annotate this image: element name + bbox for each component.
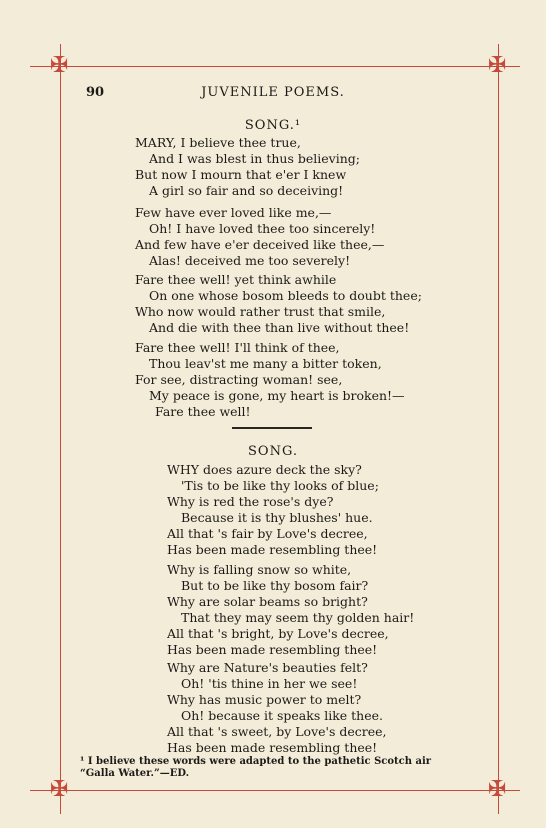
stanza bbox=[167, 562, 414, 658]
verse-line: Who now would rather trust that smile, bbox=[135, 304, 386, 319]
verse-line: On one whose bosom bleeds to doubt thee; bbox=[149, 288, 422, 303]
verse-line: Few have ever loved like me,— bbox=[135, 205, 332, 220]
verse-line: Fare thee well! bbox=[155, 404, 251, 419]
verse-line: Why has music power to melt? bbox=[167, 692, 362, 707]
verse-line: WHY does azure deck the sky? bbox=[167, 462, 362, 477]
verse-line: Oh! because it speaks like thee. bbox=[181, 708, 383, 723]
verse-line: Alas! deceived me too severely! bbox=[149, 253, 351, 268]
border-top-rule bbox=[30, 66, 520, 67]
verse-line: All that 's fair by Love's decree, bbox=[167, 526, 368, 541]
footnote bbox=[80, 756, 431, 780]
stanza bbox=[167, 660, 387, 756]
corner-ornament-icon: ✠ bbox=[50, 53, 69, 78]
verse-line: For see, distracting woman! see, bbox=[135, 372, 343, 387]
stanza bbox=[135, 135, 360, 199]
song-title: SONG.¹ bbox=[244, 118, 302, 133]
footnote-line: ¹ I believe these words were adapted to the pathetic Scotch air bbox=[80, 756, 432, 767]
corner-ornament-icon: ✠ bbox=[488, 777, 507, 802]
verse-line: That they may seem thy golden hair! bbox=[181, 610, 415, 625]
verse-line: MARY, I believe thee true, bbox=[135, 135, 301, 150]
verse-line: Oh! I have loved thee too sincerely! bbox=[149, 221, 376, 236]
corner-ornament-icon: ✠ bbox=[50, 777, 69, 802]
corner-ornament-icon: ✠ bbox=[488, 53, 507, 78]
verse-line: Thou leav'st me many a bitter token, bbox=[149, 356, 382, 371]
verse-line: Why is red the rose's dye? bbox=[167, 494, 334, 509]
running-title: JUVENILE POEMS. bbox=[201, 85, 345, 100]
verse-line: And I was blest in thus believing; bbox=[149, 151, 360, 166]
section-divider bbox=[232, 427, 312, 429]
verse-line: Why are Nature's beauties felt? bbox=[167, 660, 368, 675]
verse-line: Because it is thy blushes' hue. bbox=[181, 510, 373, 525]
verse-line: All that 's sweet, by Love's decree, bbox=[167, 724, 387, 739]
stanza bbox=[167, 462, 379, 558]
verse-line: Has been made resembling thee! bbox=[167, 740, 378, 755]
verse-line: 'Tis to be like thy looks of blue; bbox=[181, 478, 379, 493]
border-bottom-rule bbox=[30, 790, 520, 791]
verse-line: And die with thee than live without thee! bbox=[149, 320, 410, 335]
verse-line: My peace is gone, my heart is broken!— bbox=[149, 388, 405, 403]
page-number: 90 bbox=[86, 85, 105, 100]
verse-line: Why are solar beams so bright? bbox=[167, 594, 368, 609]
verse-line: Why is falling snow so white, bbox=[167, 562, 352, 577]
verse-line: Has been made resembling thee! bbox=[167, 542, 378, 557]
verse-line: But to be like thy bosom fair? bbox=[181, 578, 369, 593]
verse-line: Has been made resembling thee! bbox=[167, 642, 378, 657]
footnote-line: “Galla Water.”—ED. bbox=[80, 768, 190, 779]
verse-line: But now I mourn that e'er I knew bbox=[135, 167, 347, 182]
page-header bbox=[0, 85, 546, 105]
verse-line: Oh! 'tis thine in her we see! bbox=[181, 676, 358, 691]
verse-line: All that 's bright, by Love's decree, bbox=[167, 626, 389, 641]
verse-line: Fare thee well! I'll think of thee, bbox=[135, 340, 340, 355]
border-right-rule bbox=[498, 44, 499, 814]
border-left-rule bbox=[60, 44, 61, 814]
verse-line: Fare thee well! yet think awhile bbox=[135, 272, 337, 287]
song-title: SONG. bbox=[248, 444, 298, 459]
stanza bbox=[135, 272, 422, 336]
verse-line: And few have e'er deceived like thee,— bbox=[135, 237, 385, 252]
stanza bbox=[135, 205, 384, 269]
stanza bbox=[135, 340, 405, 420]
verse-line: A girl so fair and so deceiving! bbox=[149, 183, 344, 198]
